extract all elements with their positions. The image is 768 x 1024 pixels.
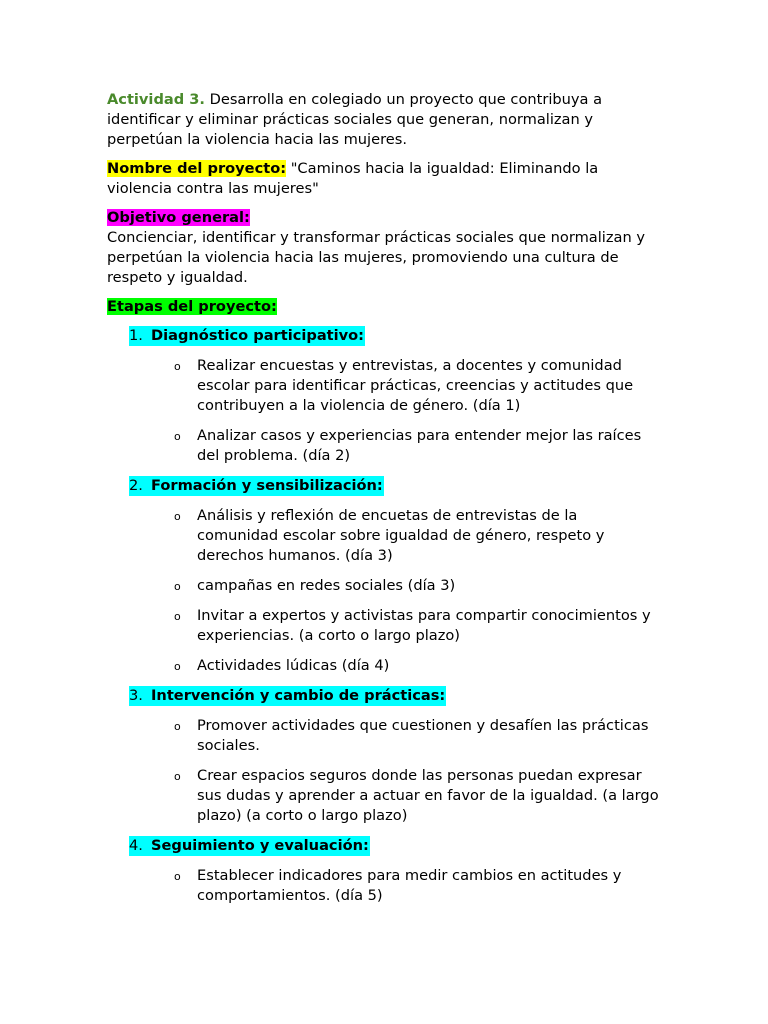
stage-item — [129, 836, 663, 906]
activity-paragraph — [107, 90, 663, 150]
bullet-circle-icon: o — [174, 430, 181, 443]
bullet-circle-icon: o — [174, 510, 181, 523]
list-item-text: Realizar encuestas y entrevistas, a docentes y comunidad escolar para identificar prácticas, creencias y actitudes que contribuyen a la violencia de género. (día 1) — [197, 357, 634, 414]
stage-sub-list — [129, 716, 663, 826]
objective-label: Objetivo general: — [107, 209, 250, 226]
list-item — [129, 866, 663, 906]
stage-heading — [129, 326, 365, 346]
list-item — [129, 356, 663, 416]
list-item — [129, 716, 663, 756]
stages-heading: Etapas del proyecto: — [107, 298, 277, 315]
stage-title: Formación y sensibilización: — [151, 477, 383, 494]
stage-number: 2. — [129, 477, 143, 494]
activity-title: Actividad 3. — [107, 91, 205, 108]
stage-title: Seguimiento y evaluación: — [151, 837, 369, 854]
list-item — [129, 426, 663, 466]
project-name-paragraph — [107, 159, 663, 199]
activity-text: Desarrolla en colegiado un proyecto que contribuya a identificar y eliminar prácticas sociales que generan, normalizan y perpetúan la violencia hacia las mujeres. — [107, 91, 603, 148]
list-item-text: Crear espacios seguros donde las personas puedan expresar sus dudas y aprender a actuar en favor de la igualdad. (a largo plazo) (a corto o largo plazo) — [197, 767, 659, 824]
bullet-circle-icon: o — [174, 770, 181, 783]
stage-item — [129, 476, 663, 676]
list-item-text: Invitar a expertos y activistas para compartir conocimientos y experiencias. (a corto o largo plazo) — [197, 607, 651, 644]
bullet-circle-icon: o — [174, 660, 181, 673]
stage-sub-list — [129, 866, 663, 906]
list-item — [129, 576, 663, 596]
document-page — [107, 90, 663, 916]
stage-heading — [129, 476, 384, 496]
list-item — [129, 766, 663, 826]
bullet-circle-icon: o — [174, 720, 181, 733]
stage-number: 1. — [129, 327, 143, 344]
bullet-circle-icon: o — [174, 870, 181, 883]
list-item — [129, 606, 663, 646]
stage-title: Diagnóstico participativo: — [151, 327, 365, 344]
list-item-text: Análisis y reflexión de encuetas de entrevistas de la comunidad escolar sobre igualdad de género, respeto y derechos humanos. (día 3) — [197, 507, 605, 564]
stage-heading — [129, 836, 370, 856]
list-item-text: Analizar casos y experiencias para entender mejor las raíces del problema. (día 2) — [197, 427, 642, 464]
stages-heading-paragraph — [107, 297, 663, 317]
stage-item — [129, 686, 663, 826]
list-item-text: Actividades lúdicas (día 4) — [197, 657, 390, 674]
project-name-value: "Caminos hacia la igualdad: Eliminando la violencia contra las mujeres" — [107, 160, 599, 197]
stage-title: Intervención y cambio de prácticas: — [151, 687, 446, 704]
stages-list — [107, 326, 663, 906]
list-item-text: campañas en redes sociales (día 3) — [197, 577, 456, 594]
stage-number: 3. — [129, 687, 143, 704]
list-item — [129, 656, 663, 676]
stage-item — [129, 326, 663, 466]
bullet-circle-icon: o — [174, 360, 181, 373]
stage-sub-list — [129, 356, 663, 466]
list-item-text: Establecer indicadores para medir cambios en actitudes y comportamientos. (día 5) — [197, 867, 622, 904]
objective-text: Concienciar, identificar y transformar prácticas sociales que normalizan y perpetúan la violencia hacia las mujeres, promoviendo una cultura de respeto y igualdad. — [107, 229, 645, 286]
stage-sub-list — [129, 506, 663, 676]
stage-number: 4. — [129, 837, 143, 854]
bullet-circle-icon: o — [174, 610, 181, 623]
objective-section — [107, 208, 663, 288]
project-name-label: Nombre del proyecto: — [107, 160, 287, 177]
bullet-circle-icon: o — [174, 580, 181, 593]
stage-heading — [129, 686, 446, 706]
list-item-text: Promover actividades que cuestionen y desafíen las prácticas sociales. — [197, 717, 649, 754]
list-item — [129, 506, 663, 566]
